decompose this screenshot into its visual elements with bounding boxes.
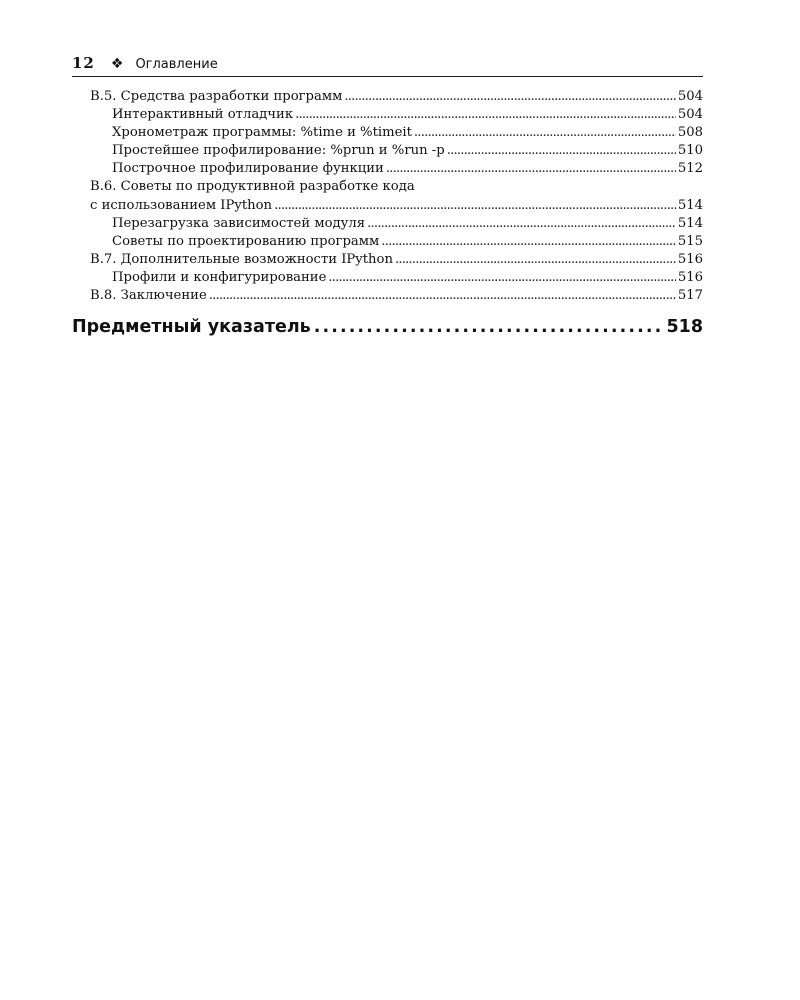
- toc-entry-title: Перезагрузка зависимостей модуля: [112, 215, 366, 231]
- toc-entry-page: 504: [677, 107, 703, 123]
- toc-entry-page: 512: [677, 161, 703, 177]
- toc-entry-page: 514: [677, 215, 703, 231]
- ornament-icon: ❖: [110, 56, 124, 72]
- toc-entry[interactable]: [90, 142, 703, 160]
- toc-entry[interactable]: [90, 215, 703, 233]
- chapter-page: 518: [666, 317, 703, 337]
- toc-entry-page: 517: [677, 288, 703, 304]
- toc-chapter-entry[interactable]: [72, 314, 703, 340]
- toc-entry-title: Профили и конфигурирование: [112, 269, 327, 285]
- toc-entry-title: Советы по проектированию программ: [112, 233, 380, 249]
- dot-leader: [381, 233, 676, 251]
- toc-entry-page: 504: [677, 89, 703, 104]
- toc-entry-title: Хронометраж программы: %time и %timeit: [112, 125, 412, 141]
- toc-entry-title: B.7. Дополнительные возможности IPython: [90, 251, 393, 267]
- toc-entry-title: B.8. Заключение: [90, 288, 207, 304]
- toc-entry-title: B.5. Средства разработки программ: [90, 89, 343, 104]
- toc-entry-title: с использованием IPython: [90, 197, 273, 213]
- dot-leader: [395, 251, 676, 269]
- dot-leader: [367, 215, 676, 233]
- running-header: [72, 54, 703, 77]
- toc-entry[interactable]: [90, 178, 703, 196]
- dot-leader: [386, 160, 676, 178]
- dot-leader: [447, 142, 676, 160]
- toc-entry-page: 515: [677, 233, 703, 249]
- dot-leader: [414, 124, 676, 142]
- toc-entry[interactable]: [90, 106, 703, 124]
- toc-entry[interactable]: [90, 197, 703, 215]
- dot-leader: [314, 314, 664, 340]
- toc-entry-title: Интерактивный отладчик: [112, 107, 294, 123]
- toc-entry[interactable]: [90, 287, 703, 305]
- toc-entry[interactable]: [90, 269, 703, 287]
- dot-leader: [328, 269, 675, 287]
- chapter-title: Предметный указатель: [72, 317, 311, 337]
- header-title: Оглавление: [135, 57, 218, 72]
- toc-entry[interactable]: [90, 160, 703, 178]
- toc-entry[interactable]: [90, 251, 703, 269]
- toc-entry-page: 510: [677, 143, 703, 159]
- toc-entry-title: B.6. Советы по продуктивной разработке кода: [90, 179, 415, 195]
- toc-entry-title: Простейшее профилирование: %prun и %run -p: [112, 143, 445, 159]
- dot-leader: [344, 88, 675, 106]
- toc-entry-title: Построчное профилирование функции: [112, 161, 384, 177]
- toc-entry-page: 516: [677, 251, 703, 267]
- table-of-contents: [90, 88, 703, 305]
- dot-leader: [295, 106, 676, 124]
- toc-entry[interactable]: [90, 88, 703, 106]
- toc-entry-page: 508: [677, 125, 703, 141]
- toc-entry-page: 514: [677, 197, 703, 213]
- dot-leader: [274, 197, 676, 215]
- toc-entry[interactable]: [90, 124, 703, 142]
- toc-entry-page: 516: [677, 269, 703, 285]
- toc-entry[interactable]: [90, 233, 703, 251]
- page-number: 12: [72, 54, 95, 72]
- dot-leader: [209, 287, 676, 305]
